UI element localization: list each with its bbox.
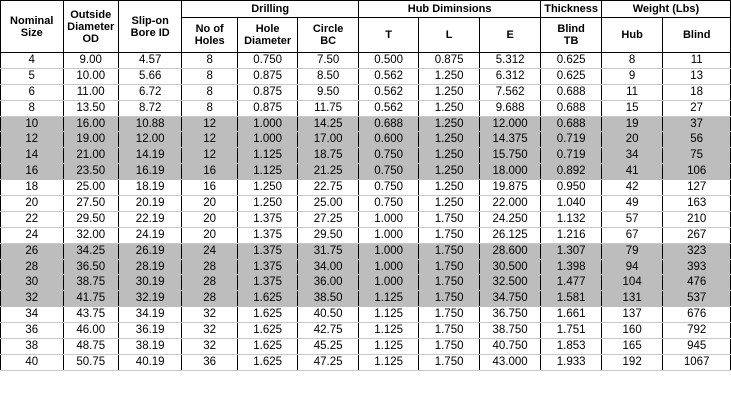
cell-blind-weight: 476 bbox=[663, 275, 731, 291]
cell-circle-bc: 29.50 bbox=[298, 227, 359, 243]
cell-hub-weight: 20 bbox=[601, 132, 663, 148]
cell-e: 5.312 bbox=[479, 53, 541, 69]
cell-l: 1.750 bbox=[419, 291, 479, 307]
cell-nominal-size: 12 bbox=[1, 132, 64, 148]
cell-blind-tb: 0.625 bbox=[541, 53, 601, 69]
cell-t: 0.750 bbox=[358, 196, 418, 212]
cell-blind-weight: 792 bbox=[663, 323, 731, 339]
cell-slipon-bore: 40.19 bbox=[118, 354, 182, 370]
cell-circle-bc: 22.75 bbox=[298, 180, 359, 196]
table-row bbox=[1, 132, 731, 148]
table-row bbox=[1, 196, 731, 212]
cell-hub-weight: 11 bbox=[601, 84, 663, 100]
header-hub-dimensions-group: Hub Diminsions bbox=[358, 1, 541, 18]
cell-slipon-bore: 18.19 bbox=[118, 180, 182, 196]
cell-nominal-size: 38 bbox=[1, 339, 64, 355]
header-no-of-holes: No of Holes bbox=[182, 18, 237, 53]
cell-blind-weight: 75 bbox=[663, 148, 731, 164]
cell-e: 28.600 bbox=[479, 243, 541, 259]
cell-circle-bc: 9.50 bbox=[298, 84, 359, 100]
cell-nominal-size: 14 bbox=[1, 148, 64, 164]
cell-no-of-holes: 32 bbox=[182, 339, 237, 355]
cell-blind-tb: 0.719 bbox=[541, 148, 601, 164]
cell-hole-diameter: 1.625 bbox=[237, 323, 297, 339]
table-body bbox=[1, 53, 731, 371]
cell-hole-diameter: 1.125 bbox=[237, 164, 297, 180]
cell-no-of-holes: 36 bbox=[182, 354, 237, 370]
cell-outside-diameter: 41.75 bbox=[63, 291, 118, 307]
cell-outside-diameter: 43.75 bbox=[63, 307, 118, 323]
cell-blind-tb: 1.398 bbox=[541, 259, 601, 275]
cell-no-of-holes: 20 bbox=[182, 211, 237, 227]
cell-nominal-size: 8 bbox=[1, 100, 64, 116]
cell-hole-diameter: 0.875 bbox=[237, 100, 297, 116]
cell-blind-weight: 127 bbox=[663, 180, 731, 196]
cell-e: 24.250 bbox=[479, 211, 541, 227]
cell-slipon-bore: 26.19 bbox=[118, 243, 182, 259]
table-row bbox=[1, 53, 731, 69]
cell-nominal-size: 22 bbox=[1, 211, 64, 227]
cell-hub-weight: 15 bbox=[601, 100, 663, 116]
table-row bbox=[1, 84, 731, 100]
cell-e: 43.000 bbox=[479, 354, 541, 370]
cell-l: 1.250 bbox=[419, 148, 479, 164]
cell-e: 6.312 bbox=[479, 68, 541, 84]
cell-blind-tb: 1.307 bbox=[541, 243, 601, 259]
cell-hub-weight: 19 bbox=[601, 116, 663, 132]
cell-blind-tb: 1.477 bbox=[541, 275, 601, 291]
cell-outside-diameter: 16.00 bbox=[63, 116, 118, 132]
cell-outside-diameter: 13.50 bbox=[63, 100, 118, 116]
cell-no-of-holes: 16 bbox=[182, 164, 237, 180]
cell-blind-tb: 0.950 bbox=[541, 180, 601, 196]
cell-slipon-bore: 24.19 bbox=[118, 227, 182, 243]
cell-l: 1.750 bbox=[419, 354, 479, 370]
table-row bbox=[1, 211, 731, 227]
cell-circle-bc: 11.75 bbox=[298, 100, 359, 116]
table-row bbox=[1, 164, 731, 180]
cell-hole-diameter: 0.750 bbox=[237, 53, 297, 69]
cell-slipon-bore: 10.88 bbox=[118, 116, 182, 132]
cell-hole-diameter: 1.000 bbox=[237, 132, 297, 148]
cell-t: 1.000 bbox=[358, 243, 418, 259]
cell-l: 1.250 bbox=[419, 84, 479, 100]
cell-blind-weight: 27 bbox=[663, 100, 731, 116]
cell-circle-bc: 31.75 bbox=[298, 243, 359, 259]
cell-t: 0.562 bbox=[358, 100, 418, 116]
cell-hole-diameter: 1.000 bbox=[237, 116, 297, 132]
cell-blind-weight: 267 bbox=[663, 227, 731, 243]
cell-blind-weight: 18 bbox=[663, 84, 731, 100]
cell-outside-diameter: 27.50 bbox=[63, 196, 118, 212]
cell-blind-tb: 1.581 bbox=[541, 291, 601, 307]
cell-t: 0.600 bbox=[358, 132, 418, 148]
cell-t: 0.562 bbox=[358, 84, 418, 100]
cell-blind-weight: 163 bbox=[663, 196, 731, 212]
cell-blind-tb: 0.892 bbox=[541, 164, 601, 180]
cell-no-of-holes: 8 bbox=[182, 53, 237, 69]
cell-no-of-holes: 28 bbox=[182, 291, 237, 307]
cell-t: 1.000 bbox=[358, 259, 418, 275]
cell-hub-weight: 9 bbox=[601, 68, 663, 84]
header-e: E bbox=[479, 18, 541, 53]
cell-t: 0.750 bbox=[358, 148, 418, 164]
cell-hole-diameter: 1.375 bbox=[237, 243, 297, 259]
cell-l: 1.250 bbox=[419, 116, 479, 132]
header-weight-group: Weight (Lbs) bbox=[601, 1, 730, 18]
cell-blind-tb: 1.853 bbox=[541, 339, 601, 355]
cell-nominal-size: 20 bbox=[1, 196, 64, 212]
cell-hub-weight: 42 bbox=[601, 180, 663, 196]
cell-outside-diameter: 46.00 bbox=[63, 323, 118, 339]
cell-circle-bc: 8.50 bbox=[298, 68, 359, 84]
cell-t: 1.125 bbox=[358, 339, 418, 355]
table-row bbox=[1, 227, 731, 243]
cell-l: 1.750 bbox=[419, 307, 479, 323]
cell-hub-weight: 41 bbox=[601, 164, 663, 180]
cell-circle-bc: 14.25 bbox=[298, 116, 359, 132]
cell-e: 26.125 bbox=[479, 227, 541, 243]
cell-hub-weight: 79 bbox=[601, 243, 663, 259]
header-hole-diameter: Hole Diameter bbox=[237, 18, 297, 53]
cell-hole-diameter: 0.875 bbox=[237, 84, 297, 100]
header-nominal-size: Nominal Size bbox=[1, 1, 64, 53]
cell-outside-diameter: 11.00 bbox=[63, 84, 118, 100]
cell-hub-weight: 160 bbox=[601, 323, 663, 339]
cell-slipon-bore: 34.19 bbox=[118, 307, 182, 323]
cell-blind-weight: 37 bbox=[663, 116, 731, 132]
table-row bbox=[1, 68, 731, 84]
cell-circle-bc: 36.00 bbox=[298, 275, 359, 291]
cell-t: 0.750 bbox=[358, 164, 418, 180]
cell-nominal-size: 10 bbox=[1, 116, 64, 132]
cell-no-of-holes: 20 bbox=[182, 227, 237, 243]
cell-hub-weight: 192 bbox=[601, 354, 663, 370]
header-t: T bbox=[358, 18, 418, 53]
cell-e: 7.562 bbox=[479, 84, 541, 100]
cell-nominal-size: 40 bbox=[1, 354, 64, 370]
cell-no-of-holes: 32 bbox=[182, 307, 237, 323]
cell-nominal-size: 34 bbox=[1, 307, 64, 323]
cell-circle-bc: 40.50 bbox=[298, 307, 359, 323]
cell-hub-weight: 137 bbox=[601, 307, 663, 323]
cell-slipon-bore: 36.19 bbox=[118, 323, 182, 339]
cell-nominal-size: 6 bbox=[1, 84, 64, 100]
cell-outside-diameter: 48.75 bbox=[63, 339, 118, 355]
cell-hole-diameter: 1.625 bbox=[237, 354, 297, 370]
cell-slipon-bore: 4.57 bbox=[118, 53, 182, 69]
cell-nominal-size: 5 bbox=[1, 68, 64, 84]
cell-slipon-bore: 5.66 bbox=[118, 68, 182, 84]
cell-blind-weight: 945 bbox=[663, 339, 731, 355]
cell-blind-weight: 393 bbox=[663, 259, 731, 275]
cell-hub-weight: 104 bbox=[601, 275, 663, 291]
cell-e: 40.750 bbox=[479, 339, 541, 355]
table-row bbox=[1, 275, 731, 291]
cell-no-of-holes: 28 bbox=[182, 259, 237, 275]
cell-no-of-holes: 12 bbox=[182, 116, 237, 132]
cell-blind-tb: 1.132 bbox=[541, 211, 601, 227]
cell-no-of-holes: 24 bbox=[182, 243, 237, 259]
cell-outside-diameter: 9.00 bbox=[63, 53, 118, 69]
cell-hole-diameter: 1.375 bbox=[237, 275, 297, 291]
cell-l: 1.750 bbox=[419, 339, 479, 355]
cell-e: 22.000 bbox=[479, 196, 541, 212]
cell-t: 0.750 bbox=[358, 180, 418, 196]
cell-e: 18.000 bbox=[479, 164, 541, 180]
table-row bbox=[1, 100, 731, 116]
cell-blind-weight: 210 bbox=[663, 211, 731, 227]
cell-hub-weight: 8 bbox=[601, 53, 663, 69]
cell-blind-tb: 1.040 bbox=[541, 196, 601, 212]
cell-e: 38.750 bbox=[479, 323, 541, 339]
cell-slipon-bore: 22.19 bbox=[118, 211, 182, 227]
cell-no-of-holes: 16 bbox=[182, 180, 237, 196]
cell-nominal-size: 26 bbox=[1, 243, 64, 259]
cell-nominal-size: 16 bbox=[1, 164, 64, 180]
cell-hole-diameter: 1.375 bbox=[237, 259, 297, 275]
cell-e: 36.750 bbox=[479, 307, 541, 323]
cell-blind-tb: 1.751 bbox=[541, 323, 601, 339]
cell-blind-tb: 1.661 bbox=[541, 307, 601, 323]
cell-nominal-size: 32 bbox=[1, 291, 64, 307]
cell-t: 0.562 bbox=[358, 68, 418, 84]
cell-hole-diameter: 1.625 bbox=[237, 291, 297, 307]
cell-nominal-size: 24 bbox=[1, 227, 64, 243]
cell-t: 1.000 bbox=[358, 275, 418, 291]
cell-l: 1.250 bbox=[419, 164, 479, 180]
cell-hub-weight: 34 bbox=[601, 148, 663, 164]
cell-t: 1.125 bbox=[358, 291, 418, 307]
cell-blind-tb: 0.625 bbox=[541, 68, 601, 84]
cell-l: 1.750 bbox=[419, 211, 479, 227]
table-row bbox=[1, 259, 731, 275]
cell-l: 0.875 bbox=[419, 53, 479, 69]
cell-blind-weight: 106 bbox=[663, 164, 731, 180]
cell-nominal-size: 30 bbox=[1, 275, 64, 291]
cell-slipon-bore: 20.19 bbox=[118, 196, 182, 212]
cell-l: 1.750 bbox=[419, 259, 479, 275]
cell-blind-weight: 537 bbox=[663, 291, 731, 307]
cell-outside-diameter: 36.50 bbox=[63, 259, 118, 275]
cell-circle-bc: 27.25 bbox=[298, 211, 359, 227]
cell-e: 14.375 bbox=[479, 132, 541, 148]
cell-blind-tb: 0.688 bbox=[541, 116, 601, 132]
cell-hub-weight: 57 bbox=[601, 211, 663, 227]
cell-hole-diameter: 1.375 bbox=[237, 227, 297, 243]
cell-e: 32.500 bbox=[479, 275, 541, 291]
cell-hole-diameter: 0.875 bbox=[237, 68, 297, 84]
header-hub-weight: Hub bbox=[601, 18, 663, 53]
cell-blind-weight: 323 bbox=[663, 243, 731, 259]
cell-slipon-bore: 32.19 bbox=[118, 291, 182, 307]
cell-circle-bc: 42.75 bbox=[298, 323, 359, 339]
cell-blind-tb: 0.688 bbox=[541, 84, 601, 100]
cell-slipon-bore: 12.00 bbox=[118, 132, 182, 148]
header-slipon-bore: Slip-on Bore ID bbox=[118, 1, 182, 53]
cell-slipon-bore: 14.19 bbox=[118, 148, 182, 164]
table-row bbox=[1, 148, 731, 164]
cell-slipon-bore: 6.72 bbox=[118, 84, 182, 100]
header-blind-weight: Blind bbox=[663, 18, 731, 53]
cell-l: 1.250 bbox=[419, 132, 479, 148]
table-row bbox=[1, 354, 731, 370]
cell-hub-weight: 165 bbox=[601, 339, 663, 355]
table-row bbox=[1, 180, 731, 196]
cell-circle-bc: 34.00 bbox=[298, 259, 359, 275]
cell-circle-bc: 17.00 bbox=[298, 132, 359, 148]
cell-slipon-bore: 8.72 bbox=[118, 100, 182, 116]
cell-outside-diameter: 21.00 bbox=[63, 148, 118, 164]
cell-slipon-bore: 30.19 bbox=[118, 275, 182, 291]
cell-hole-diameter: 1.250 bbox=[237, 196, 297, 212]
cell-outside-diameter: 29.50 bbox=[63, 211, 118, 227]
cell-blind-weight: 11 bbox=[663, 53, 731, 69]
cell-hub-weight: 94 bbox=[601, 259, 663, 275]
cell-hole-diameter: 1.625 bbox=[237, 339, 297, 355]
cell-blind-tb: 1.933 bbox=[541, 354, 601, 370]
cell-circle-bc: 47.25 bbox=[298, 354, 359, 370]
cell-e: 9.688 bbox=[479, 100, 541, 116]
cell-blind-weight: 56 bbox=[663, 132, 731, 148]
cell-l: 1.750 bbox=[419, 323, 479, 339]
cell-l: 1.750 bbox=[419, 227, 479, 243]
cell-e: 12.000 bbox=[479, 116, 541, 132]
header-blind-tb: Blind TB bbox=[541, 18, 601, 53]
cell-circle-bc: 25.00 bbox=[298, 196, 359, 212]
cell-e: 19.875 bbox=[479, 180, 541, 196]
cell-outside-diameter: 34.25 bbox=[63, 243, 118, 259]
cell-l: 1.250 bbox=[419, 68, 479, 84]
cell-circle-bc: 7.50 bbox=[298, 53, 359, 69]
cell-blind-tb: 0.688 bbox=[541, 100, 601, 116]
cell-outside-diameter: 25.00 bbox=[63, 180, 118, 196]
cell-nominal-size: 28 bbox=[1, 259, 64, 275]
cell-circle-bc: 38.50 bbox=[298, 291, 359, 307]
cell-l: 1.750 bbox=[419, 243, 479, 259]
table-header bbox=[1, 1, 731, 53]
table-row bbox=[1, 116, 731, 132]
cell-t: 1.125 bbox=[358, 307, 418, 323]
cell-t: 1.000 bbox=[358, 211, 418, 227]
cell-hole-diameter: 1.625 bbox=[237, 307, 297, 323]
cell-no-of-holes: 8 bbox=[182, 84, 237, 100]
table-row bbox=[1, 339, 731, 355]
cell-slipon-bore: 28.19 bbox=[118, 259, 182, 275]
cell-blind-weight: 1067 bbox=[663, 354, 731, 370]
cell-circle-bc: 21.25 bbox=[298, 164, 359, 180]
header-thickness-group: Thickness bbox=[541, 1, 601, 18]
cell-nominal-size: 4 bbox=[1, 53, 64, 69]
cell-hub-weight: 49 bbox=[601, 196, 663, 212]
cell-no-of-holes: 12 bbox=[182, 148, 237, 164]
cell-t: 0.500 bbox=[358, 53, 418, 69]
cell-e: 34.750 bbox=[479, 291, 541, 307]
table-row bbox=[1, 323, 731, 339]
cell-blind-weight: 13 bbox=[663, 68, 731, 84]
cell-blind-weight: 676 bbox=[663, 307, 731, 323]
cell-circle-bc: 45.25 bbox=[298, 339, 359, 355]
cell-t: 1.000 bbox=[358, 227, 418, 243]
cell-e: 30.500 bbox=[479, 259, 541, 275]
cell-no-of-holes: 28 bbox=[182, 275, 237, 291]
cell-t: 1.125 bbox=[358, 354, 418, 370]
cell-hub-weight: 67 bbox=[601, 227, 663, 243]
cell-no-of-holes: 8 bbox=[182, 68, 237, 84]
cell-no-of-holes: 12 bbox=[182, 132, 237, 148]
cell-blind-tb: 0.719 bbox=[541, 132, 601, 148]
cell-l: 1.250 bbox=[419, 100, 479, 116]
cell-hole-diameter: 1.125 bbox=[237, 148, 297, 164]
header-drilling-group: Drilling bbox=[182, 1, 358, 18]
cell-e: 15.750 bbox=[479, 148, 541, 164]
cell-outside-diameter: 23.50 bbox=[63, 164, 118, 180]
header-circle-bc: Circle BC bbox=[298, 18, 359, 53]
table-row bbox=[1, 291, 731, 307]
header-l: L bbox=[419, 18, 479, 53]
cell-nominal-size: 36 bbox=[1, 323, 64, 339]
cell-t: 0.688 bbox=[358, 116, 418, 132]
cell-outside-diameter: 32.00 bbox=[63, 227, 118, 243]
cell-no-of-holes: 8 bbox=[182, 100, 237, 116]
cell-l: 1.250 bbox=[419, 180, 479, 196]
cell-hub-weight: 131 bbox=[601, 291, 663, 307]
cell-outside-diameter: 38.75 bbox=[63, 275, 118, 291]
cell-hole-diameter: 1.375 bbox=[237, 211, 297, 227]
cell-slipon-bore: 16.19 bbox=[118, 164, 182, 180]
table-row bbox=[1, 307, 731, 323]
header-outside-diameter: Outside Diameter OD bbox=[63, 1, 118, 53]
cell-no-of-holes: 20 bbox=[182, 196, 237, 212]
cell-l: 1.250 bbox=[419, 196, 479, 212]
cell-outside-diameter: 19.00 bbox=[63, 132, 118, 148]
cell-hole-diameter: 1.250 bbox=[237, 180, 297, 196]
cell-outside-diameter: 50.75 bbox=[63, 354, 118, 370]
cell-circle-bc: 18.75 bbox=[298, 148, 359, 164]
cell-no-of-holes: 32 bbox=[182, 323, 237, 339]
table-row bbox=[1, 243, 731, 259]
cell-nominal-size: 18 bbox=[1, 180, 64, 196]
cell-slipon-bore: 38.19 bbox=[118, 339, 182, 355]
cell-outside-diameter: 10.00 bbox=[63, 68, 118, 84]
cell-l: 1.750 bbox=[419, 275, 479, 291]
cell-t: 1.125 bbox=[358, 323, 418, 339]
cell-blind-tb: 1.216 bbox=[541, 227, 601, 243]
